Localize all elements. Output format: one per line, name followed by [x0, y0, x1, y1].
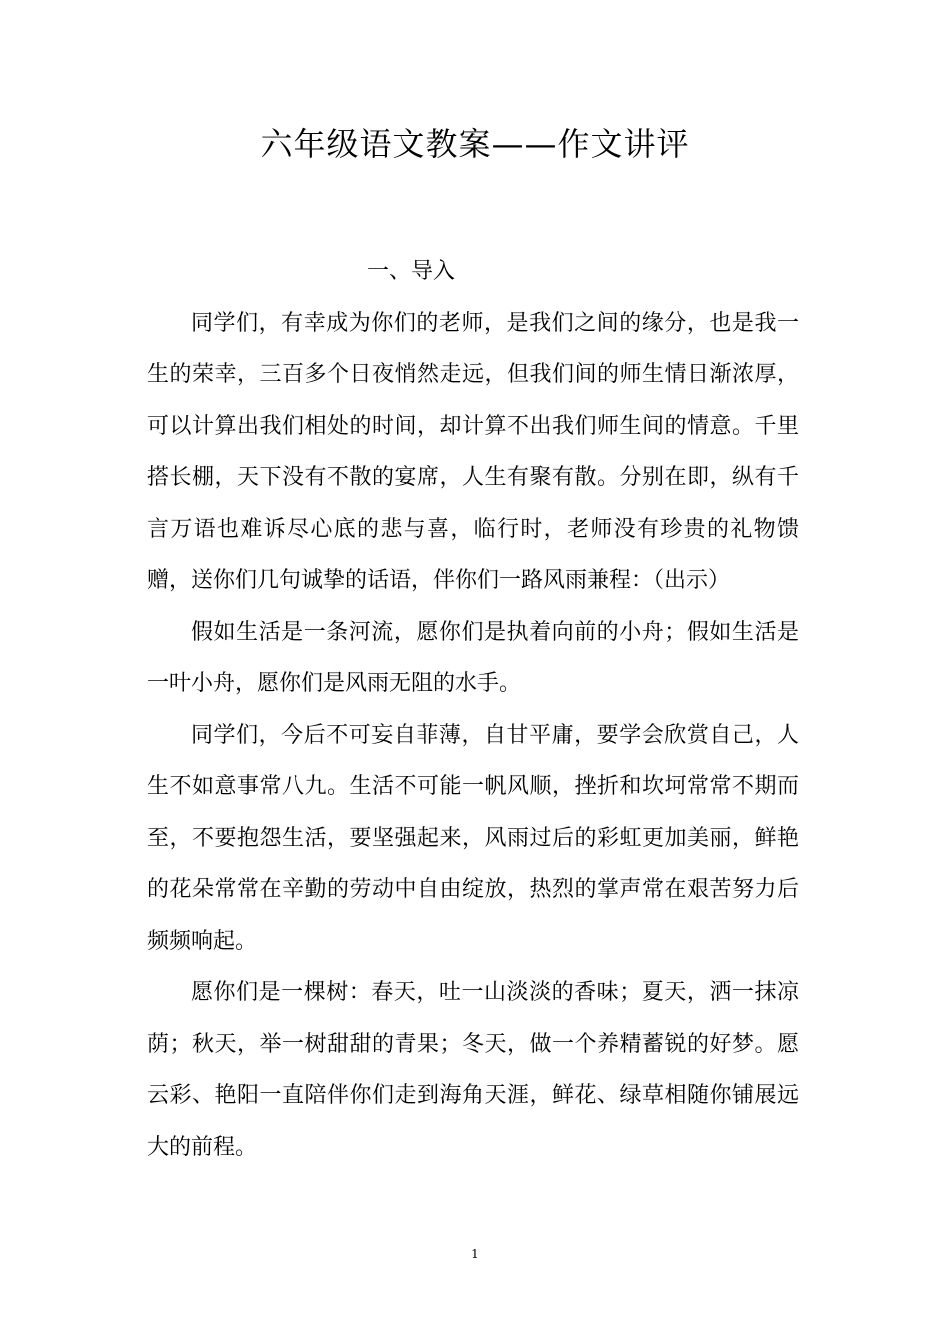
paragraph-intro: 同学们，有幸成为你们的老师，是我们之间的缘分，也是我一生的荣幸，三百多个日夜悄然走远，但我们间的师生情日渐浓厚，可以计算出我们相处的时间，却计算不出我们师生间的情意。千里搭长棚，天下没有不散的宴席，人生有聚有散。分别在即，纵有千言万语也难诉尽心底的悲与喜，临行时，老师没有珍贵的礼物馈赠，送你们几句诚挚的话语，伴你们一路风雨兼程：（出示）: [147, 310, 799, 593]
paragraph-tree-wishes: 愿你们是一棵树：春天，吐一山淡淡的香味；夏天，洒一抹凉荫；秋天，举一树甜甜的青果；冬天，做一个养精蓄锐的好梦。愿云彩、艳阳一直陪伴你们走到海角天涯，鲜花、绿草相随你铺展远大的前程。: [147, 980, 799, 1160]
section-heading: 一、导入: [367, 259, 456, 284]
paragraph-encouragement: 同学们，今后不可妄自菲薄，自甘平庸，要学会欣赏自己，人生不如意事常八九。生活不可能一帆风顺，挫折和坎坷常常不期而至，不要抱怨生活，要坚强起来，风雨过后的彩虹更加美丽，鲜艳的花朵常常在辛勤的劳动中自由绽放，热烈的掌声常在艰苦努力后频频响起。: [147, 722, 799, 954]
page-number: 1: [471, 1247, 479, 1261]
paragraph-river-boat: 假如生活是一条河流，愿你们是执着向前的小舟；假如生活是一叶小舟，愿你们是风雨无阻的水手。: [147, 619, 799, 696]
document-body: [147, 246, 799, 1173]
document-title: 六年级语文教案——作文讲评: [260, 125, 690, 163]
